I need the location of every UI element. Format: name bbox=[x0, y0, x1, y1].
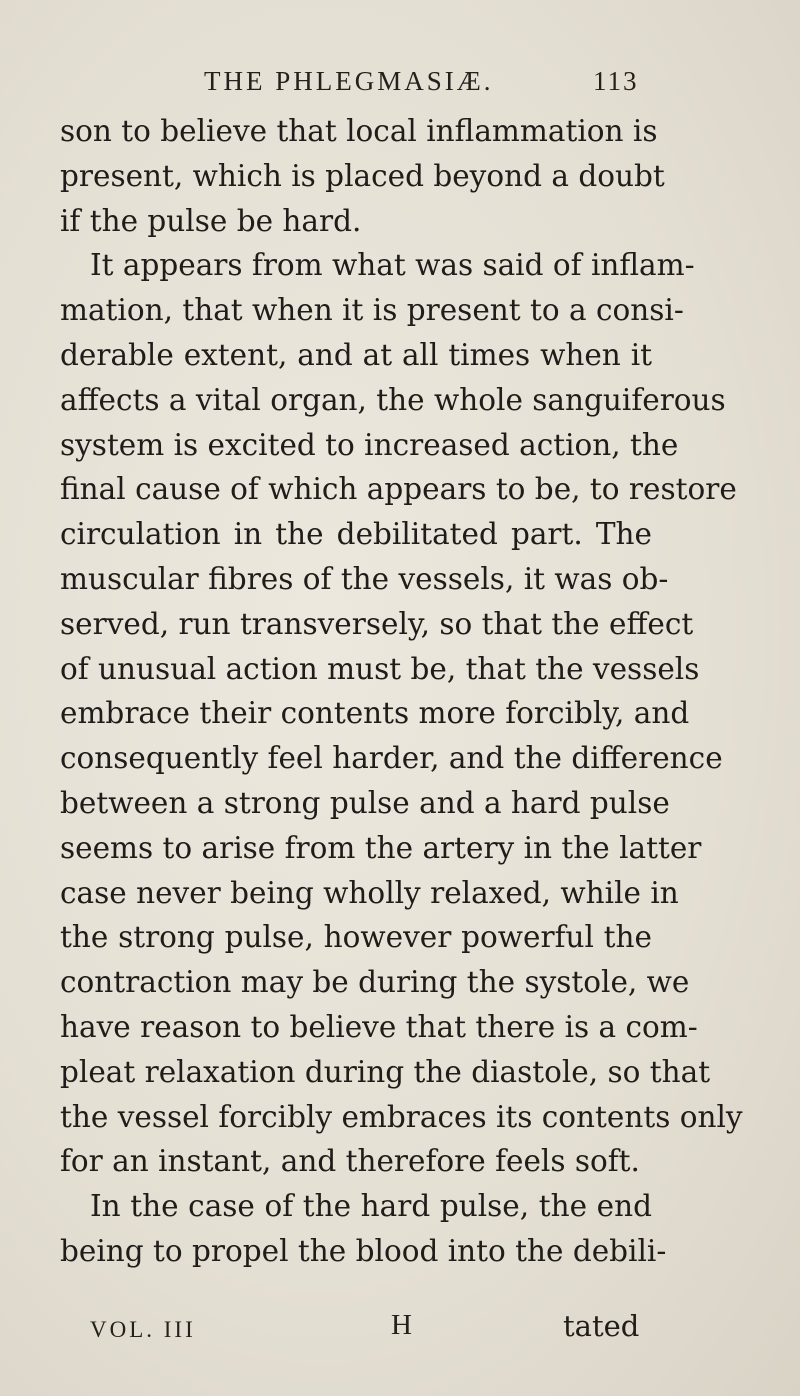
text-line: present, which is placed beyond a doubt bbox=[60, 158, 665, 193]
text-line: served, run transversely, so that the effect bbox=[60, 606, 694, 641]
text-line: pleat relaxation during the diastole, so that bbox=[60, 1054, 711, 1089]
text-line: if the pulse be hard. bbox=[60, 203, 362, 238]
text-line: for an instant, and therefore feels soft. bbox=[60, 1144, 640, 1179]
text-line: It appears from what was said of inflam- bbox=[90, 248, 695, 283]
signature-mark: H bbox=[391, 1309, 412, 1341]
running-title: THE PHLEGMASIÆ. bbox=[204, 66, 494, 96]
text-line: case never being wholly relaxed, while in bbox=[60, 875, 679, 910]
page-number: 113 bbox=[593, 66, 639, 96]
text-line: circulation in the debilitated part. The bbox=[60, 517, 652, 552]
text-line: being to propel the blood into the debili- bbox=[60, 1233, 667, 1268]
text-line: consequently feel harder, and the difference bbox=[60, 741, 723, 776]
text-line: have reason to believe that there is a com- bbox=[60, 1009, 698, 1044]
page-header bbox=[0, 66, 800, 106]
volume-signature: VOL. III bbox=[90, 1317, 196, 1342]
text-line: embrace their contents more forcibly, and bbox=[60, 696, 690, 731]
text-line: muscular fibres of the vessels, it was ob- bbox=[60, 561, 669, 596]
text-line: son to believe that local inflammation is bbox=[60, 114, 658, 148]
text-line: the vessel forcibly embraces its contents only bbox=[60, 1099, 743, 1134]
text-line: contraction may be during the systole, we bbox=[60, 965, 690, 1000]
text-line: mation, that when it is present to a consi- bbox=[60, 293, 684, 328]
text-line: system is excited to increased action, the bbox=[60, 427, 679, 462]
text-line: of unusual action must be, that the vessels bbox=[60, 651, 700, 686]
text-line: affects a vital organ, the whole sanguiferous bbox=[60, 382, 726, 417]
text-line: seems to arise from the artery in the latter bbox=[60, 830, 702, 865]
text-line: In the case of the hard pulse, the end bbox=[90, 1189, 652, 1224]
text-line: the strong pulse, however powerful the bbox=[60, 920, 652, 955]
text-line: final cause of which appears to be, to restore bbox=[60, 472, 737, 507]
text-line: derable extent, and at all times when it bbox=[60, 337, 652, 372]
body-text bbox=[60, 109, 743, 1274]
page-footer bbox=[0, 1307, 800, 1351]
text-line: between a strong pulse and a hard pulse bbox=[60, 785, 670, 820]
catchword: tated bbox=[563, 1309, 640, 1343]
